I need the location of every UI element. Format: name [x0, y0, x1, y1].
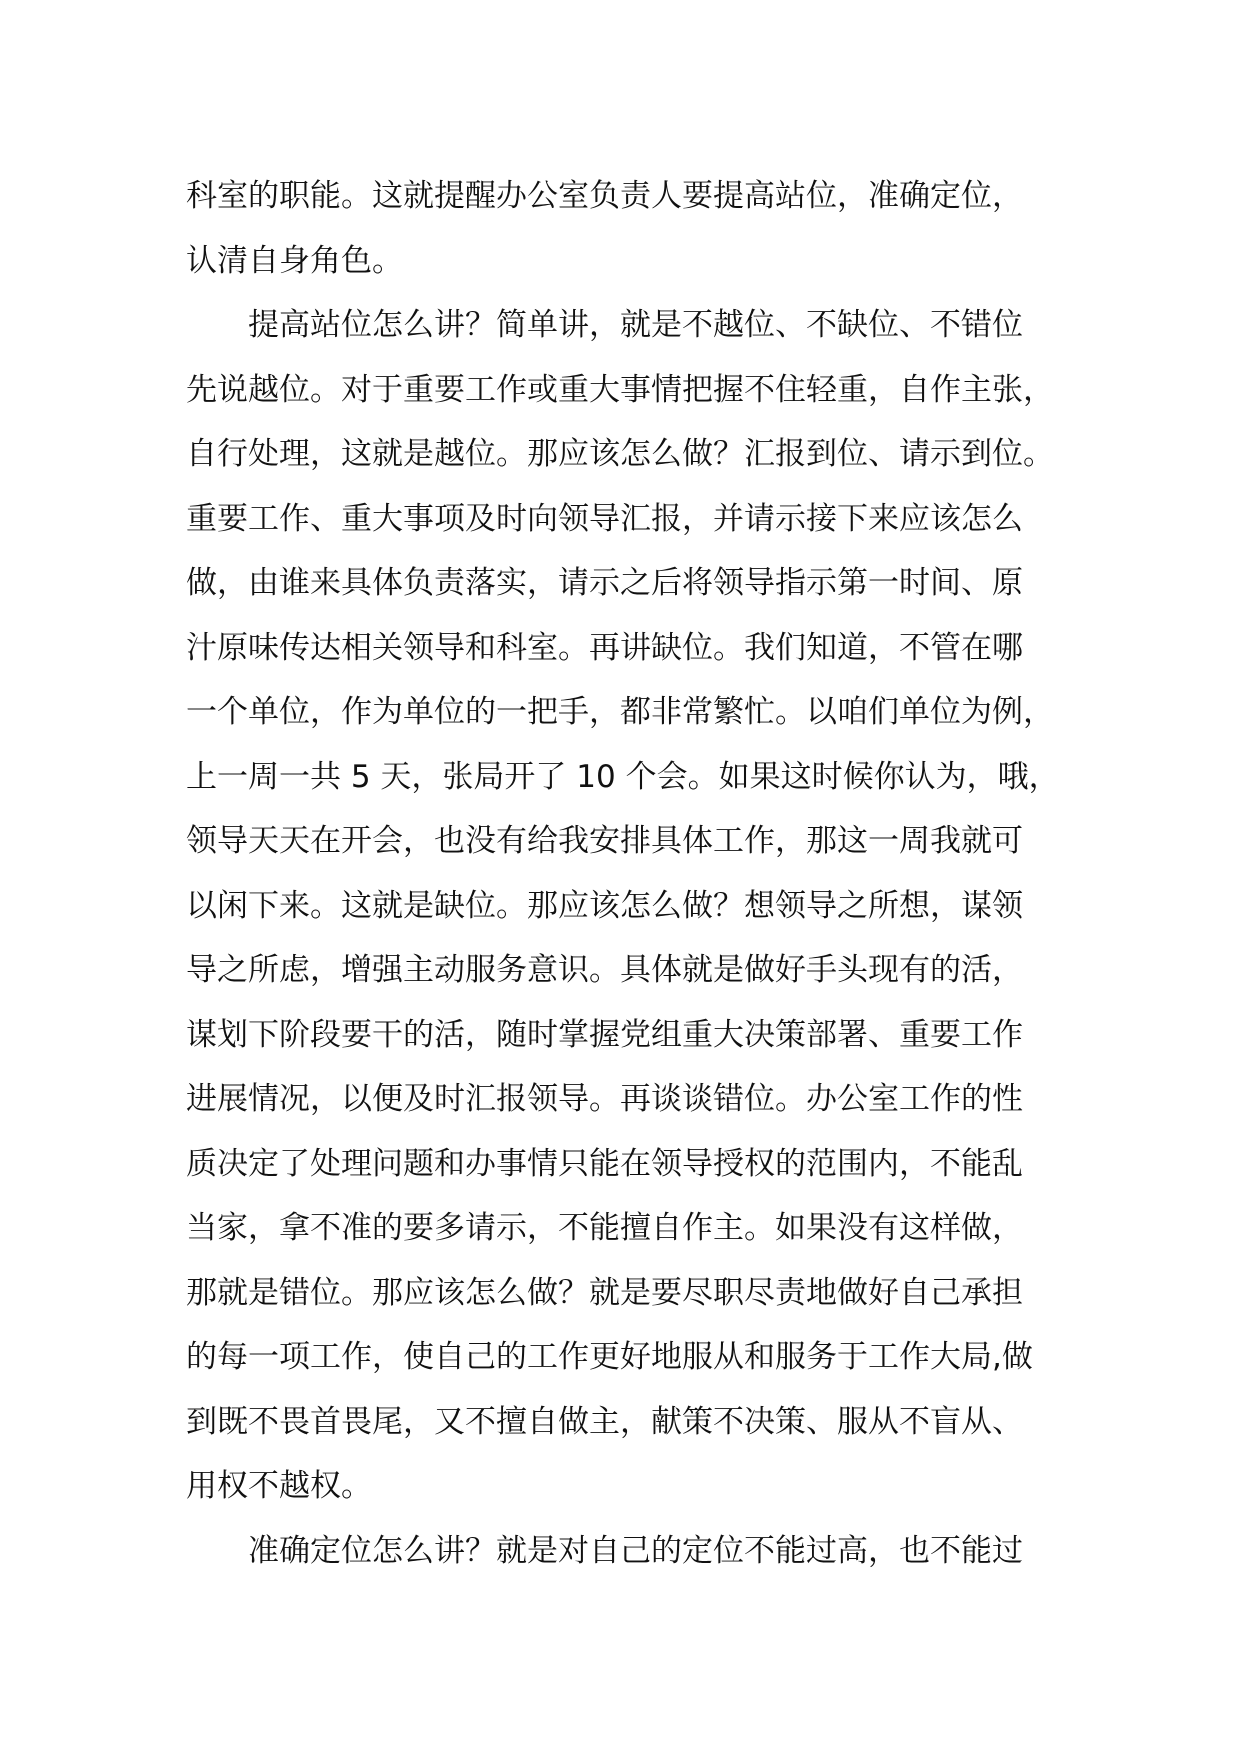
body-text	[186, 164, 1086, 1583]
text-line: 科室的职能。这就提醒办公室负责人要提高站位，准确定位，	[186, 178, 1023, 214]
text-line: 重要工作、重大事项及时向领导汇报，并请示接下来应该怎么	[186, 500, 1023, 537]
paragraph-start-line: 提高站位怎么讲？简单讲，就是不越位、不缺位、不错位	[248, 307, 1023, 343]
text-line: 上一周一共 5 天，张局开了 10 个会。如果这时候你认为，哦，	[186, 758, 1060, 795]
text-line: 当家，拿不准的要多请示，不能擅自作主。如果没有这样做，	[186, 1210, 1023, 1246]
text-line: 那就是错位。那应该怎么做？就是要尽职尽责地做好自己承担	[186, 1274, 1023, 1311]
text-line: 进展情况，以便及时汇报领导。再谈谈错位。办公室工作的性	[186, 1081, 1023, 1117]
text-line: 用权不越权。	[186, 1468, 372, 1504]
text-line: 以闲下来。这就是缺位。那应该怎么做？想领导之所想，谋领	[186, 887, 1023, 924]
text-line: 到既不畏首畏尾，又不擅自做主，献策不决策、服从不盲从、	[186, 1403, 1023, 1440]
text-line: 认清自身角色。	[186, 242, 403, 279]
paragraph-start-line: 准确定位怎么讲？就是对自己的定位不能过高，也不能过	[248, 1532, 1023, 1569]
text-line: 做，由谁来具体负责落实，请示之后将领导指示第一时间、原	[186, 565, 1023, 601]
text-line: 质决定了处理问题和办事情只能在领导授权的范围内，不能乱	[186, 1145, 1023, 1182]
text-line: 汁原味传达相关领导和科室。再讲缺位。我们知道，不管在哪	[186, 629, 1023, 666]
text-line: 领导天天在开会，也没有给我安排具体工作，那这一周我就可	[186, 823, 1023, 859]
text-line: 自行处理，这就是越位。那应该怎么做？汇报到位、请示到位。	[186, 436, 1054, 472]
text-line: 一个单位，作为单位的一把手，都非常繁忙。以咱们单位为例，	[186, 694, 1054, 730]
text-line: 的每一项工作，使自己的工作更好地服从和服务于工作大局,做	[186, 1339, 1033, 1375]
text-line: 谋划下阶段要干的活，随时掌握党组重大决策部署、重要工作	[186, 1016, 1023, 1053]
text-line: 导之所虑，增强主动服务意识。具体就是做好手头现有的活，	[186, 952, 1023, 988]
text-line: 先说越位。对于重要工作或重大事情把握不住轻重，自作主张，	[186, 371, 1054, 408]
